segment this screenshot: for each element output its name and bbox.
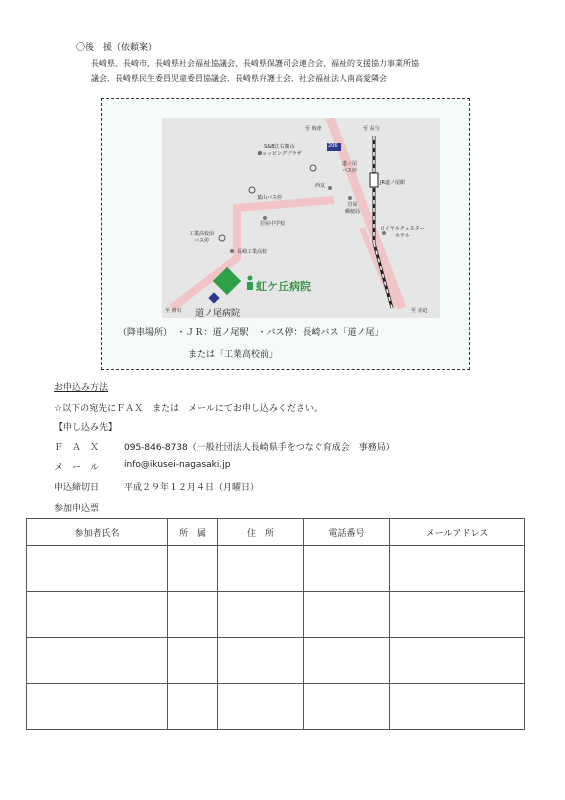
header-address: 住 所 (218, 519, 304, 546)
header-phone: 電話番号 (304, 519, 390, 546)
hospital-logo-icon (248, 276, 253, 281)
fax-value: 095-846-8738（一般社団法人長崎県手をつなぐ育成会 事務局） (124, 443, 395, 453)
label-to-tokitsu: 至 時津 (305, 126, 322, 132)
label-route-206: 206 (328, 143, 338, 149)
cell-name[interactable] (27, 684, 168, 730)
mail-label: メ ー ル (54, 463, 100, 473)
cell-email[interactable] (390, 638, 525, 684)
table-row (27, 638, 525, 684)
cell-email[interactable] (390, 592, 525, 638)
post-dot (348, 196, 352, 200)
mail-value[interactable]: info@ikusei-nagasaki.jp (124, 460, 231, 470)
hospital-logo-body (247, 282, 253, 290)
label-michinoo-hospital: 道ノ尾病院 (195, 309, 241, 319)
deadline-value: 平成２９年１２月４日（月曜日） (124, 483, 260, 493)
form-heading: 参加申込票 (54, 504, 100, 514)
bus-stop-icon (249, 187, 255, 193)
label-kogyo-bus: 工業高校前 バス停 (189, 231, 215, 244)
apply-dest: 【申し込み先】 (54, 423, 118, 433)
cell-affiliation[interactable] (168, 684, 218, 730)
label-mall: S&B江右衛山 ショッピングプラザ (257, 144, 302, 157)
label-michinoo-bus: 道ノ尾 バス停 (342, 161, 358, 174)
cell-name[interactable] (27, 592, 168, 638)
deadline-label: 申込締切日 (54, 483, 100, 493)
table-row (27, 592, 525, 638)
cell-phone[interactable] (304, 638, 390, 684)
support-heading: 〇後 援（依頼案） (76, 43, 158, 53)
access-map (162, 118, 440, 318)
cell-email[interactable] (390, 684, 525, 730)
table-row (27, 684, 525, 730)
station-box (370, 173, 378, 187)
support-line-2: 議会、長崎県民生委員児童委員協議会、長崎県弁護士会、社会福祉法人南高愛隣会 (91, 74, 387, 83)
cell-address[interactable] (218, 684, 304, 730)
fax-label: Ｆ Ａ Ｘ (54, 443, 100, 453)
label-jr-station: JR道ノ尾駅 (380, 180, 405, 186)
cell-phone[interactable] (304, 546, 390, 592)
label-to-nagayo: 至 長与 (363, 126, 380, 132)
nishitomo-dot (328, 186, 332, 190)
label-to-akasako: 至 赤迫 (411, 308, 428, 314)
header-name: 参加者氏名 (27, 519, 168, 546)
label-hayama-bus: 葉山バス停 (257, 195, 283, 201)
map-caption-2: または「工業高校前」 (188, 350, 279, 360)
cell-affiliation[interactable] (168, 546, 218, 592)
cell-address[interactable] (218, 592, 304, 638)
label-kogyo-hs: 長崎工業高校 (237, 249, 268, 255)
cell-name[interactable] (27, 638, 168, 684)
cell-affiliation[interactable] (168, 638, 218, 684)
header-affiliation: 所 属 (168, 519, 218, 546)
bus-stop-icon (219, 235, 225, 241)
table-row (27, 546, 525, 592)
michinoo-hospital-marker-icon (208, 292, 219, 303)
map-caption-1: （降車場所） ・ＪＲ：道ノ尾駅 ・バス停：長崎バス「道ノ尾」 (118, 328, 384, 338)
cell-affiliation[interactable] (168, 592, 218, 638)
label-royal-chester: ロイヤルチェスター ホテル (380, 226, 425, 239)
bus-stop-icon (310, 165, 316, 171)
label-iwaya-post: 岩屋 郵便局 (345, 202, 361, 215)
label-hospital: 虹ケ丘病院 (256, 280, 311, 293)
label-iwaya-jh: 岩屋中学校 (260, 221, 286, 227)
apply-heading: お申込み方法 (54, 383, 109, 393)
cell-address[interactable] (218, 546, 304, 592)
kogyo-dot (230, 249, 234, 253)
table-header-row (27, 519, 525, 546)
entry-table (26, 518, 525, 730)
cell-phone[interactable] (304, 684, 390, 730)
cell-email[interactable] (390, 546, 525, 592)
label-to-nameishi: 至 滑石 (165, 308, 182, 314)
cell-phone[interactable] (304, 592, 390, 638)
apply-intro: ☆以下の宛先にＦＡＸ または メールにてお申し込みください。 (54, 404, 323, 414)
header-email: メールアドレス (390, 519, 525, 546)
support-line-1: 長崎県、長崎市、長崎県社会福祉協議会、長崎県保護司会連合会、福祉的支援協力事業所協 (91, 59, 419, 68)
cell-address[interactable] (218, 638, 304, 684)
cell-name[interactable] (27, 546, 168, 592)
label-nishitomo: 西友 (315, 183, 326, 189)
